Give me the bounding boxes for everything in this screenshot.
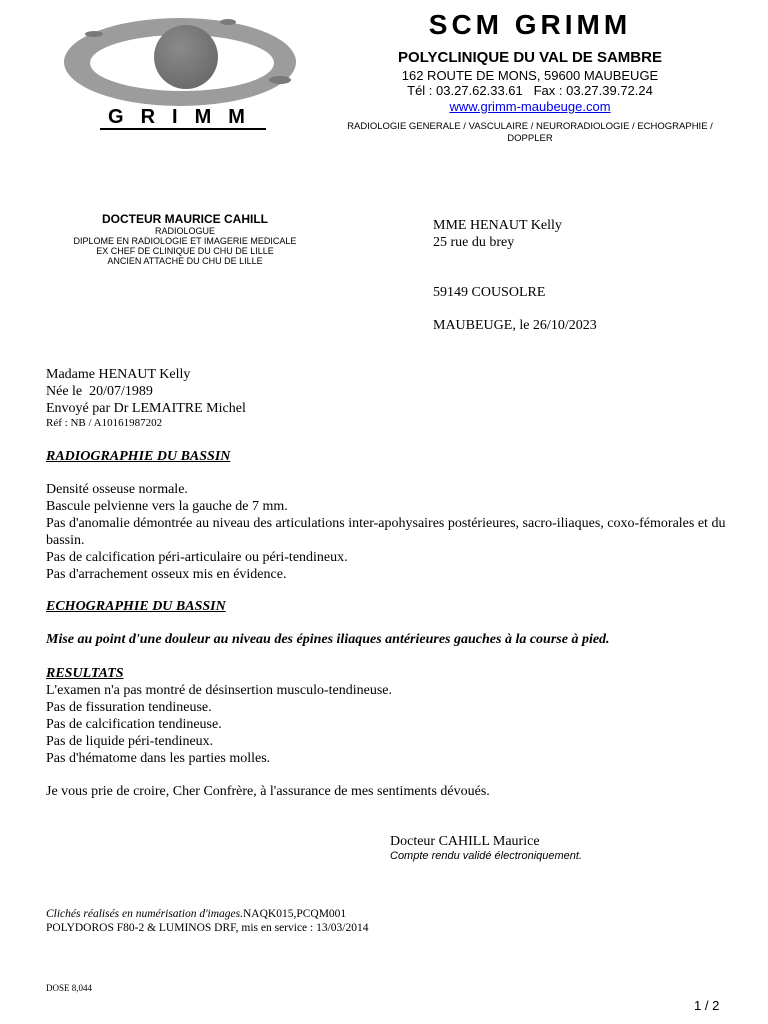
equipment-service-date: , mis en service : 13/03/2014 <box>235 922 369 934</box>
clinic-name: SCM GRIMM <box>428 9 632 40</box>
report-line: Bascule pelvienne vers la gauche de 7 mm. <box>46 499 288 514</box>
closing-formula: Je vous prie de croire, Cher Confrère, à l'assurance de mes sentiments dévoués. <box>46 784 490 799</box>
report-line: Pas de calcification péri-articulaire ou péri-tendineux. <box>46 550 348 565</box>
report-line: Densité osseuse normale. <box>46 482 188 497</box>
patient-info <box>46 366 726 430</box>
results-title: RESULTATS <box>46 666 124 681</box>
echo-title: ECHOGRAPHIE DU BASSIN <box>46 599 226 614</box>
doctor-block <box>60 212 310 266</box>
recipient-name: MME HENAUT Kelly <box>433 218 562 233</box>
result-line: Pas de liquide péri-tendineux. <box>46 734 214 749</box>
doctor-title-line: DIPLOME EN RADIOLOGIE ET IMAGERIE MEDICALE <box>73 236 297 246</box>
result-line: Pas de calcification tendineuse. <box>46 717 222 732</box>
patient-name: Madame HENAUT Kelly <box>46 367 191 382</box>
echo-section <box>46 598 726 648</box>
patient-birth: Née le 20/07/1989 <box>46 384 153 399</box>
doctor-name: DOCTEUR MAURICE CAHILL <box>102 212 268 226</box>
results-section <box>46 665 726 800</box>
dose-value: DOSE 8,044 <box>46 983 93 993</box>
clinic-header <box>330 8 730 145</box>
signature-name: Docteur CAHILL Maurice <box>390 834 540 849</box>
result-line: L'examen n'a pas montré de désinsertion musculo-tendineuse. <box>46 683 393 698</box>
recipient-city: 59149 COUSOLRE <box>433 285 546 300</box>
clinic-website-link[interactable]: www.grimm-maubeuge.com <box>449 99 611 114</box>
logo-underline <box>100 128 266 130</box>
page-number: 1 / 2 <box>694 998 720 1013</box>
result-line: Pas de fissuration tendineuse. <box>46 700 212 715</box>
patient-ref: Réf : NB / A10161987202 <box>46 417 163 429</box>
signature-block <box>390 833 730 863</box>
cliches-label: Clichés réalisés en numérisation d'images. <box>46 908 243 920</box>
report-line: Pas d'anomalie démontrée au niveau des articulations inter-apohysaires postérieures, sacro-iliaques, coxo-fémorales et du bassin. <box>46 516 726 548</box>
doctor-title-line: EX CHEF DE CLINIQUE DU CHU DE LILLE <box>96 246 274 256</box>
place-date: MAUBEUGE, le 26/10/2023 <box>433 318 597 333</box>
radio-title: RADIOGRAPHIE DU BASSIN <box>46 449 231 464</box>
cliches-codes: NAQK015,PCQM001 <box>242 908 347 920</box>
clinic-phone-fax: Tél : 03.27.62.33.61 Fax : 03.27.39.72.24 <box>407 83 653 98</box>
clinic-specialties: RADIOLOGIE GENERALE / VASCULAIRE / NEURORADIOLOGIE / ECHOGRAPHIE / DOPPLER <box>347 121 713 144</box>
recipient-address <box>433 217 733 334</box>
technical-footer <box>46 907 726 935</box>
doctor-title-line: ANCIEN ATTACHE DU CHU DE LILLE <box>107 256 263 266</box>
clinic-address: 162 ROUTE DE MONS, 59600 MAUBEUGE <box>401 68 659 83</box>
radio-section <box>46 448 726 583</box>
patient-sent-by: Envoyé par Dr LEMAITRE Michel <box>46 401 246 416</box>
signature-note: Compte rendu validé électroniquement. <box>390 850 583 862</box>
result-line: Pas d'hématome dans les parties molles. <box>46 751 271 766</box>
recipient-street: 25 rue du brey <box>433 235 515 250</box>
clinic-subtitle: POLYCLINIQUE DU VAL DE SAMBRE <box>398 49 662 66</box>
echo-indication: Mise au point d'une douleur au niveau des épines iliaques antérieures gauches à la course à pied. <box>46 632 610 647</box>
equipment: POLYDOROS F80-2 & LUMINOS DRF <box>46 922 236 934</box>
doctor-title-line: RADIOLOGUE <box>154 226 215 236</box>
report-line: Pas d'arrachement osseux mis en évidence. <box>46 567 287 582</box>
logo-wordmark: GRIMM <box>108 106 262 128</box>
